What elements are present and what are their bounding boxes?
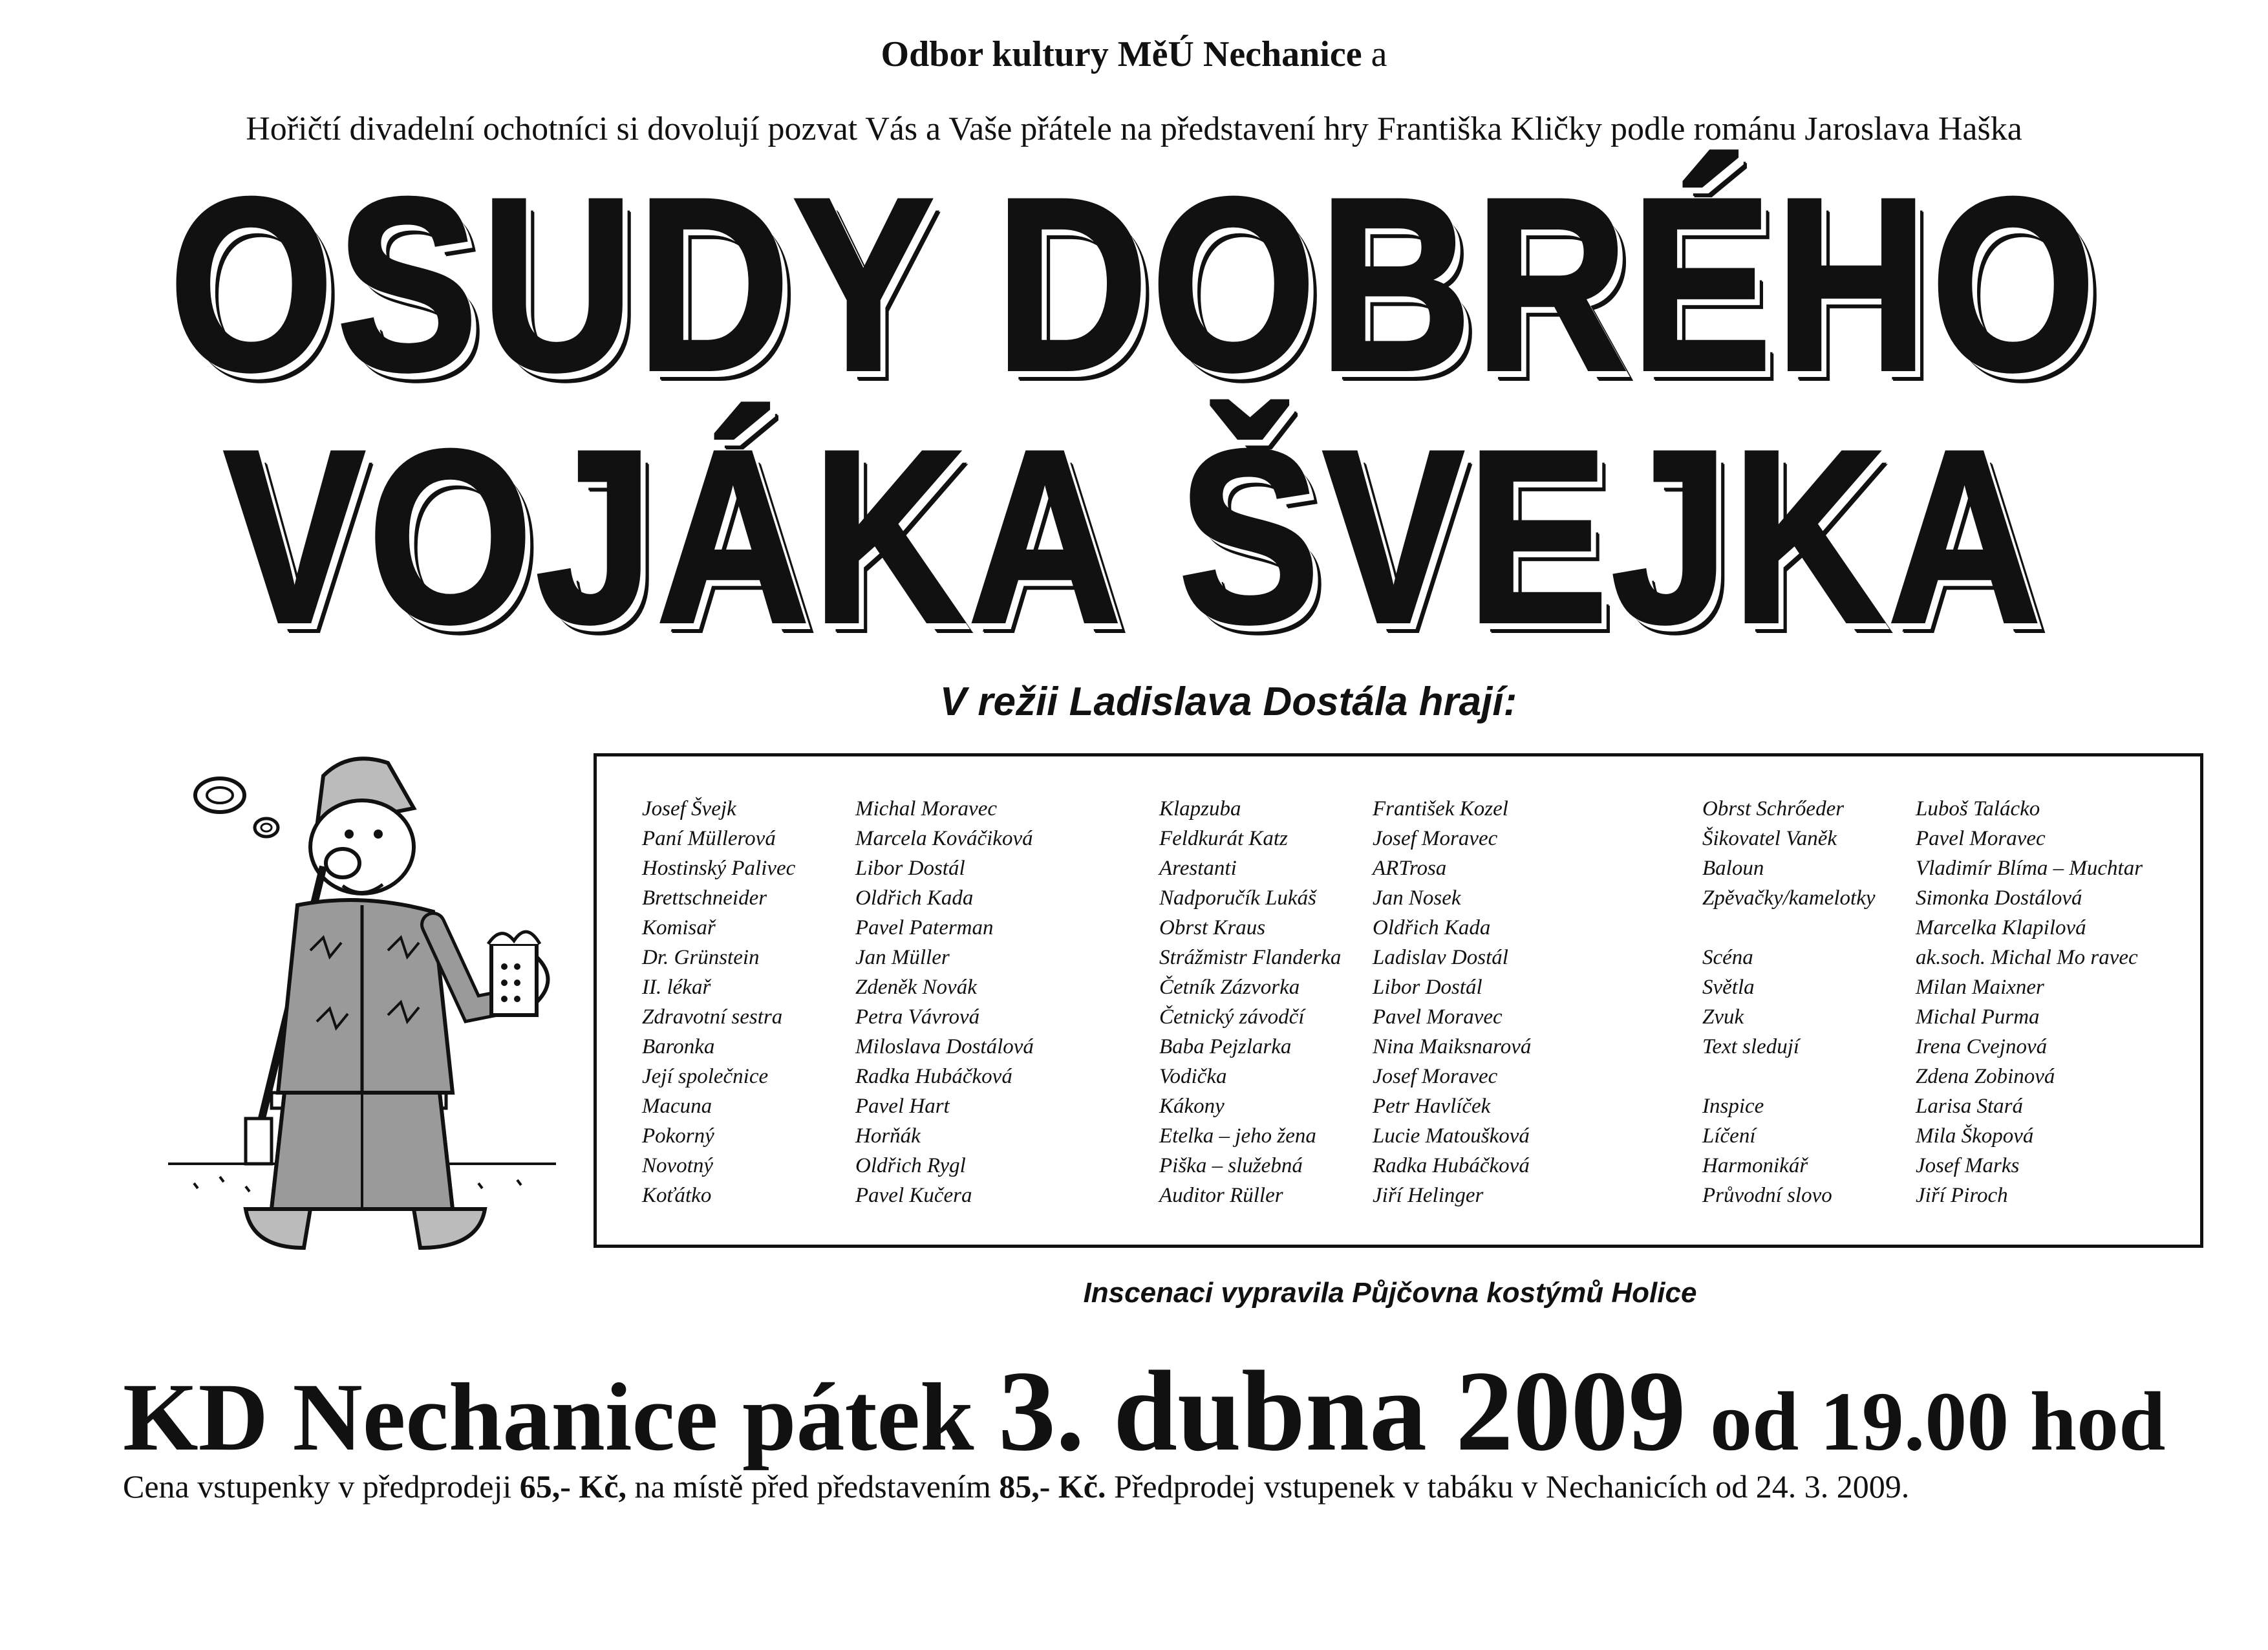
actor: Libor Dostál bbox=[1373, 976, 1482, 999]
cast-column-3-roles bbox=[1702, 794, 1876, 1210]
role: Baba Pejzlarka bbox=[1159, 1035, 1292, 1058]
actor: Josef Moravec bbox=[1373, 1065, 1498, 1088]
actor: Zdeněk Novák bbox=[855, 976, 977, 999]
actor: Pavel Moravec bbox=[1373, 1005, 1503, 1029]
svejk-with-pipe-and-beer-icon bbox=[155, 731, 569, 1261]
ticket-price-line bbox=[123, 1468, 2243, 1505]
actor: Petra Vávrová bbox=[855, 1005, 980, 1029]
title-line-1: OSUDY DOBRÉHO bbox=[169, 147, 2099, 422]
role: Zdravotní sestra bbox=[642, 1005, 783, 1029]
role: Text sledují bbox=[1702, 1035, 1800, 1058]
actor: Oldřich Kada bbox=[1373, 916, 1491, 939]
event-venue: KD Nechanice pátek bbox=[123, 1364, 974, 1471]
cast-column-3-actors bbox=[1916, 794, 2143, 1210]
actor: Josef Moravec bbox=[1373, 827, 1498, 850]
actor: Luboš Talácko bbox=[1916, 797, 2040, 820]
cast-column-1-roles bbox=[642, 794, 795, 1210]
role: Četnický závodčí bbox=[1159, 1005, 1305, 1029]
actor: Ladislav Dostál bbox=[1373, 946, 1508, 969]
door-price: 85,- Kč. bbox=[999, 1468, 1106, 1505]
actor: Simonka Dostálová bbox=[1916, 886, 2082, 910]
actor: Jiří Helinger bbox=[1373, 1184, 1484, 1207]
actor: Larisa Stará bbox=[1916, 1095, 2023, 1118]
role: Baloun bbox=[1702, 857, 1764, 880]
role: Inspice bbox=[1702, 1095, 1764, 1118]
actor: Horňák bbox=[855, 1124, 921, 1148]
role: Hostinský Palivec bbox=[642, 857, 796, 880]
role: Macuna bbox=[642, 1095, 712, 1118]
invitation-text: Hořičtí divadelní ochotníci si dovolují pozvat Vás a Vaše přátele na představení hry Františka Kličky podle románu Jaroslava Haška bbox=[246, 111, 2022, 147]
actor: Petr Havlíček bbox=[1373, 1095, 1491, 1118]
actor: Radka Hubáčková bbox=[1373, 1154, 1530, 1177]
cast-column-2-actors bbox=[1373, 794, 1531, 1210]
role: Průvodní slovo bbox=[1702, 1184, 1832, 1207]
actor: Michal Moravec bbox=[855, 797, 997, 820]
role: Scéna bbox=[1702, 946, 1753, 969]
role: Feldkurát Katz bbox=[1159, 827, 1288, 850]
role: Pokorný bbox=[642, 1124, 714, 1148]
actor: Milan Maixner bbox=[1916, 976, 2044, 999]
role: Kákony bbox=[1159, 1095, 1225, 1118]
actor: Pavel Moravec bbox=[1916, 827, 2046, 850]
actor: Miloslava Dostálová bbox=[855, 1035, 1034, 1058]
role: Etelka – jeho žena bbox=[1159, 1124, 1316, 1148]
costumes-credit: Inscenaci vypravila Půjčovna kostýmů Holice bbox=[1083, 1277, 1697, 1309]
role: Světla bbox=[1702, 976, 1755, 999]
event-time: od 19.00 hod bbox=[1710, 1375, 2166, 1468]
role: Novotný bbox=[642, 1154, 713, 1177]
actor: Josef Marks bbox=[1916, 1154, 2020, 1177]
role: Baronka bbox=[642, 1035, 715, 1058]
actor: Michal Purma bbox=[1916, 1005, 2040, 1029]
price-text-1: Cena vstupenky v předprodeji bbox=[123, 1468, 512, 1505]
role bbox=[1702, 1062, 1876, 1091]
role: Piška – služebná bbox=[1159, 1154, 1303, 1177]
price-text-2: na místě před představením bbox=[634, 1468, 991, 1505]
actor: Zdena Zobinová bbox=[1916, 1065, 2055, 1088]
actor: Jan Nosek bbox=[1373, 886, 1461, 910]
cast-list-box bbox=[594, 753, 2203, 1248]
organizer-name: Odbor kultury MěÚ Nechanice bbox=[881, 34, 1362, 74]
actor: Marcela Kováčiková bbox=[855, 827, 1033, 850]
role: Klapzuba bbox=[1159, 797, 1241, 820]
actor: Lucie Matoušková bbox=[1373, 1124, 1530, 1148]
title-line-2: VOJÁKA ŠVEJKA bbox=[224, 399, 2044, 674]
role: Zpěvačky/kamelotky bbox=[1702, 886, 1876, 910]
role: Brettschneider bbox=[642, 886, 767, 910]
actor: Nina Maiksnarová bbox=[1373, 1035, 1532, 1058]
event-date: 3. dubna 2009 bbox=[998, 1347, 1686, 1475]
role: Paní Müllerová bbox=[642, 827, 776, 850]
actor: Pavel Kučera bbox=[855, 1184, 972, 1207]
actor: Jiří Piroch bbox=[1916, 1184, 2008, 1207]
actor: František Kozel bbox=[1373, 797, 1508, 820]
role: Strážmistr Flanderka bbox=[1159, 946, 1342, 969]
event-line bbox=[123, 1348, 2231, 1475]
cast-column-2-roles bbox=[1159, 794, 1341, 1210]
role: Její společnice bbox=[642, 1065, 769, 1088]
actor: ak.soch. Michal Mo ravec bbox=[1916, 946, 2138, 969]
actor: Mila Škopová bbox=[1916, 1124, 2034, 1148]
actor: Irena Cvejnová bbox=[1916, 1035, 2048, 1058]
price-text-3: Předprodej vstupenek v tabáku v Nechanicích od 24. 3. 2009. bbox=[1113, 1468, 1910, 1505]
role: Zvuk bbox=[1702, 1005, 1744, 1029]
role: Vodička bbox=[1159, 1065, 1227, 1088]
role bbox=[1702, 913, 1876, 943]
role: Komisař bbox=[642, 916, 716, 939]
role: Líčení bbox=[1702, 1124, 1756, 1148]
role: Arestanti bbox=[1159, 857, 1237, 880]
actor: Marcelka Klapilová bbox=[1916, 916, 2086, 939]
presale-price: 65,- Kč, bbox=[519, 1468, 626, 1505]
role: Obrst Kraus bbox=[1159, 916, 1266, 939]
actor: ARTrosa bbox=[1373, 857, 1447, 880]
actor: Radka Hubáčková bbox=[855, 1065, 1012, 1088]
actor: Jan Müller bbox=[855, 946, 950, 969]
role: Harmonikář bbox=[1702, 1154, 1808, 1177]
organizer-conjunction: a bbox=[1371, 34, 1387, 74]
actor: Oldřich Rygl bbox=[855, 1154, 966, 1177]
role: Dr. Grünstein bbox=[642, 946, 760, 969]
organizer-line bbox=[0, 34, 2268, 75]
actor: Oldřich Kada bbox=[855, 886, 974, 910]
actor: Libor Dostál bbox=[855, 857, 965, 880]
role: Josef Švejk bbox=[642, 797, 736, 820]
role: Šikovatel Vaněk bbox=[1702, 827, 1837, 850]
cast-column-1-actors bbox=[855, 794, 1034, 1210]
role: Koťátko bbox=[642, 1184, 712, 1207]
role: Četník Zázvorka bbox=[1159, 976, 1300, 999]
role: Obrst Schrőeder bbox=[1702, 797, 1845, 820]
role: Nadporučík Lukáš bbox=[1159, 886, 1316, 910]
actor: Pavel Hart bbox=[855, 1095, 950, 1118]
role: Auditor Rüller bbox=[1159, 1184, 1283, 1207]
actor: Vladimír Blíma – Muchtar bbox=[1916, 857, 2143, 880]
director-line: V režii Ladislava Dostála hrají: bbox=[939, 680, 1517, 724]
actor: Pavel Paterman bbox=[855, 916, 994, 939]
role: II. lékař bbox=[642, 976, 711, 999]
